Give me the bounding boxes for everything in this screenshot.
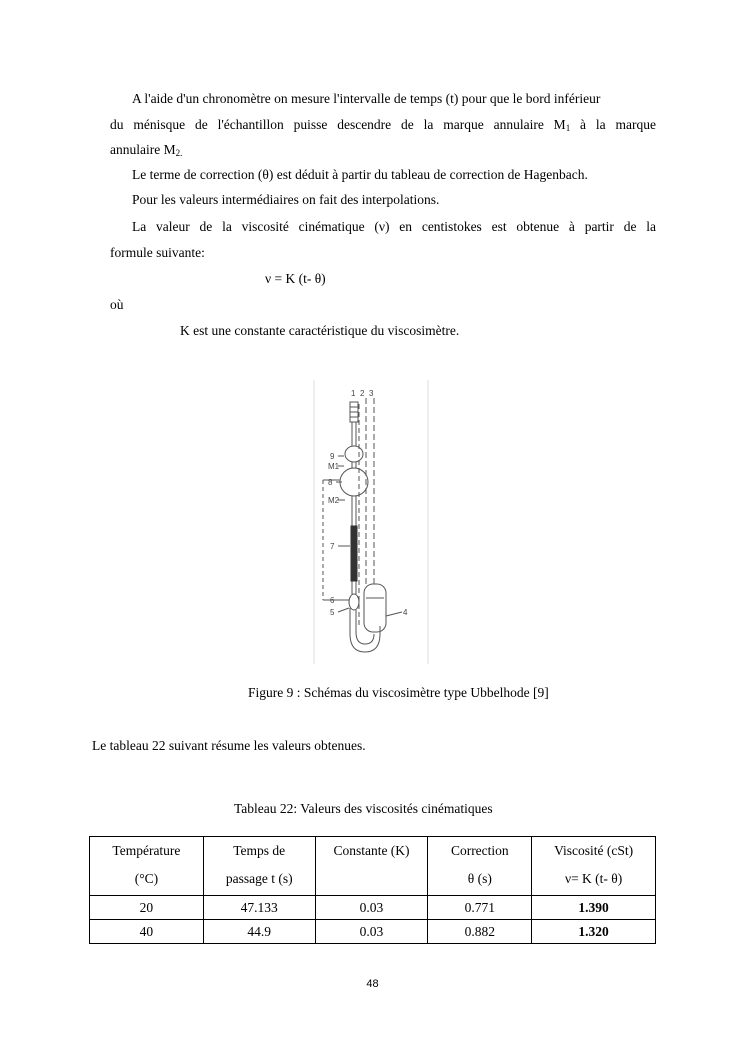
figure-caption: Figure 9 : Schémas du viscosimètre type Ubbelhode [9] [248,685,549,700]
table-row [90,896,656,920]
text-span: du ménisque de l'échantillon puisse descendre de la marque annulaire M [110,117,566,132]
header-line: Viscosité (cSt) [554,843,634,858]
paragraph-line [110,116,656,134]
header-line: passage t (s) [225,871,293,886]
viscosity-table [89,836,656,944]
paragraph-line: Le terme de correction (θ) est déduit à partir du tableau de correction de Hagenbach. [132,167,588,182]
figure-label: M1 [328,462,340,471]
table-header-cell [428,837,532,896]
subscript: 2. [175,148,183,158]
table-header-cell [315,837,428,896]
table-header-cell [90,837,204,896]
header-line: Correction [450,843,509,858]
figure-label: 4 [403,608,408,617]
header-line: (°C) [134,871,159,886]
formula: ν = K (t- θ) [265,271,326,286]
table-row [90,920,656,944]
subscript: 1 [565,123,571,133]
header-line: θ (s) [467,871,492,886]
header-line: ν= K (t- θ) [564,871,623,886]
table-cell: 0.771 [428,896,532,920]
header-line: Température [112,843,181,858]
figure-label: M2 [328,496,340,505]
figure-label: 7 [330,542,335,551]
table-cell: 1.320 [532,920,656,944]
paragraph-line: formule suivante: [110,245,205,260]
paragraph-line: K est une constante caractéristique du viscosimètre. [180,323,460,338]
figure-label: 1 [351,389,356,398]
paragraph-line: A l'aide d'un chronomètre on mesure l'intervalle de temps (t) pour que le bord inférieur [132,91,601,106]
figure-label: 9 [330,452,335,461]
table-cell: 1.390 [532,896,656,920]
header-line: Constante (K) [333,843,410,858]
table-cell: 47.133 [203,896,315,920]
paragraph-line: où [110,297,124,312]
figure-label: 2 [360,389,365,398]
table-header-row [90,837,656,896]
table-header-cell [532,837,656,896]
paragraph-line: La valeur de la viscosité cinématique (ν) en centistokes est obtenue à partir de la [132,219,656,234]
paragraph-line: Le tableau 22 suivant résume les valeurs obtenues. [92,738,366,753]
table-cell: 44.9 [203,920,315,944]
page-number: 48 [366,978,379,990]
paragraph-line: Pour les valeurs intermédiaires on fait des interpolations. [132,192,440,207]
viscometer-figure [310,376,436,668]
table-caption: Tableau 22: Valeurs des viscosités cinématiques [234,801,493,816]
table-cell: 0.882 [428,920,532,944]
figure-label: 3 [369,389,374,398]
table-cell: 0.03 [315,920,428,944]
figure-label: 5 [330,608,335,617]
text-span: annulaire M [110,142,176,157]
text-span: à la marque [570,117,656,132]
table-cell: 40 [90,920,204,944]
figure-label: 6 [330,596,335,605]
paragraph-line [110,141,182,159]
table-header-cell [203,837,315,896]
header-line: Temps de [233,843,286,858]
table-cell: 20 [90,896,204,920]
table-cell: 0.03 [315,896,428,920]
figure-label: 8 [328,478,333,487]
